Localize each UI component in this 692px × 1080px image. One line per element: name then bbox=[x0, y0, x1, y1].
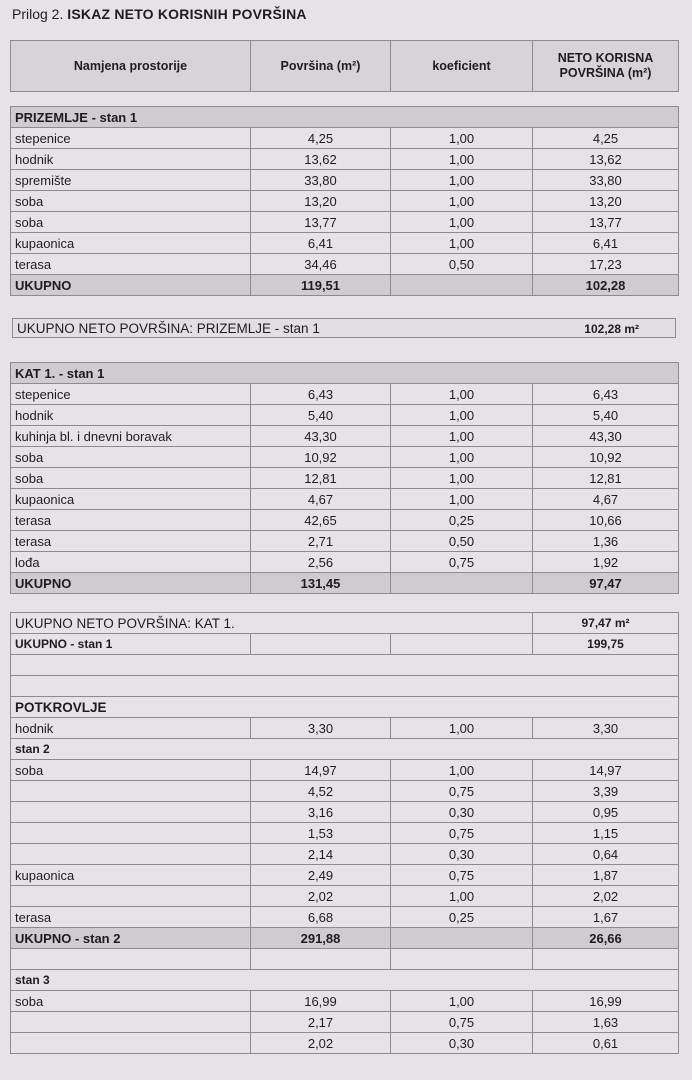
table-row bbox=[11, 781, 679, 802]
empty-cell bbox=[391, 275, 533, 296]
room-net: 1,92 bbox=[533, 552, 679, 573]
room-area: 4,25 bbox=[251, 128, 391, 149]
room-area: 2,71 bbox=[251, 531, 391, 552]
subsection-header bbox=[11, 739, 679, 760]
total-net: 26,66 bbox=[533, 928, 679, 949]
room-coef: 0,75 bbox=[391, 823, 533, 844]
room-name: terasa bbox=[11, 254, 251, 275]
header-neto: NETO KORISNA POVRŠINA (m²) bbox=[533, 41, 679, 92]
room-area: 6,68 bbox=[251, 907, 391, 928]
room-coef: 0,50 bbox=[391, 531, 533, 552]
table-row bbox=[11, 1012, 679, 1033]
header-povrsina: Površina (m²) bbox=[251, 41, 391, 92]
annex-label: Prilog 2. bbox=[12, 6, 64, 22]
room-area: 5,40 bbox=[251, 405, 391, 426]
subsection-title: stan 2 bbox=[11, 739, 679, 760]
room-net: 6,43 bbox=[533, 384, 679, 405]
table-row bbox=[11, 802, 679, 823]
table-row bbox=[11, 991, 679, 1012]
total-net: 97,47 bbox=[533, 573, 679, 594]
empty-cell bbox=[391, 928, 533, 949]
room-net: 1,87 bbox=[533, 865, 679, 886]
room-coef: 1,00 bbox=[391, 128, 533, 149]
section-title: POTKROVLJE bbox=[11, 697, 679, 718]
room-area: 12,81 bbox=[251, 468, 391, 489]
empty-cell bbox=[391, 634, 533, 655]
table-header bbox=[11, 41, 679, 92]
table-row bbox=[11, 233, 679, 254]
blank-row bbox=[11, 655, 679, 676]
room-net: 2,02 bbox=[533, 886, 679, 907]
room-net: 4,25 bbox=[533, 128, 679, 149]
room-name: terasa bbox=[11, 510, 251, 531]
stan1-total-label: UKUPNO - stan 1 bbox=[11, 634, 251, 655]
room-net: 3,39 bbox=[533, 781, 679, 802]
room-area: 33,80 bbox=[251, 170, 391, 191]
room-area: 2,14 bbox=[251, 844, 391, 865]
table-row bbox=[11, 212, 679, 233]
room-name bbox=[11, 781, 251, 802]
kat1-rows bbox=[11, 384, 679, 573]
room-net: 4,67 bbox=[533, 489, 679, 510]
table-row bbox=[11, 907, 679, 928]
room-name: kupaonica bbox=[11, 233, 251, 254]
room-net: 13,20 bbox=[533, 191, 679, 212]
table-prizemlje bbox=[10, 40, 679, 296]
total-row bbox=[11, 275, 679, 296]
room-net: 1,67 bbox=[533, 907, 679, 928]
room-net: 12,81 bbox=[533, 468, 679, 489]
total-label: UKUPNO bbox=[11, 275, 251, 296]
room-coef: 1,00 bbox=[391, 760, 533, 781]
room-net: 10,66 bbox=[533, 510, 679, 531]
room-net: 1,63 bbox=[533, 1012, 679, 1033]
table-row bbox=[11, 760, 679, 781]
room-area: 2,02 bbox=[251, 1033, 391, 1054]
empty-cell bbox=[391, 573, 533, 594]
stan1-total-value: 199,75 bbox=[533, 634, 679, 655]
total-net: 102,28 bbox=[533, 275, 679, 296]
room-coef: 0,75 bbox=[391, 865, 533, 886]
room-coef: 1,00 bbox=[391, 426, 533, 447]
room-net: 16,99 bbox=[533, 991, 679, 1012]
room-coef: 0,25 bbox=[391, 907, 533, 928]
room-coef: 0,75 bbox=[391, 781, 533, 802]
room-net: 0,61 bbox=[533, 1033, 679, 1054]
room-net: 0,95 bbox=[533, 802, 679, 823]
room-area: 2,17 bbox=[251, 1012, 391, 1033]
room-area: 43,30 bbox=[251, 426, 391, 447]
room-name: lođa bbox=[11, 552, 251, 573]
header-namjena: Namjena prostorije bbox=[11, 41, 251, 92]
room-name: soba bbox=[11, 191, 251, 212]
room-coef: 0,30 bbox=[391, 1033, 533, 1054]
table-row bbox=[11, 531, 679, 552]
section-title: KAT 1. - stan 1 bbox=[11, 363, 679, 384]
room-area: 6,43 bbox=[251, 384, 391, 405]
room-name: soba bbox=[11, 760, 251, 781]
room-area: 4,67 bbox=[251, 489, 391, 510]
room-name bbox=[11, 1033, 251, 1054]
room-name: kupaonica bbox=[11, 489, 251, 510]
room-name: stepenice bbox=[11, 128, 251, 149]
summary-label: UKUPNO NETO POVRŠINA: PRIZEMLJE - stan 1 bbox=[17, 321, 320, 336]
room-name: terasa bbox=[11, 907, 251, 928]
room-net: 33,80 bbox=[533, 170, 679, 191]
section-header bbox=[11, 697, 679, 718]
section-header bbox=[11, 107, 679, 128]
table-row bbox=[11, 447, 679, 468]
room-coef: 0,30 bbox=[391, 844, 533, 865]
room-name: soba bbox=[11, 447, 251, 468]
room-net: 13,77 bbox=[533, 212, 679, 233]
room-area: 16,99 bbox=[251, 991, 391, 1012]
room-coef: 0,75 bbox=[391, 1012, 533, 1033]
room-area: 4,52 bbox=[251, 781, 391, 802]
room-area: 13,77 bbox=[251, 212, 391, 233]
summary-band-prizemlje bbox=[12, 318, 676, 338]
room-net: 3,30 bbox=[533, 718, 679, 739]
summary-value: 97,47 m² bbox=[533, 613, 679, 634]
table-kat1 bbox=[10, 362, 679, 594]
room-name: hodnik bbox=[11, 405, 251, 426]
subsection-header bbox=[11, 970, 679, 991]
room-name bbox=[11, 844, 251, 865]
room-name: hodnik bbox=[11, 149, 251, 170]
room-net: 1,36 bbox=[533, 531, 679, 552]
subsection-title: stan 3 bbox=[11, 970, 679, 991]
table-row bbox=[11, 718, 679, 739]
room-name: soba bbox=[11, 468, 251, 489]
room-coef: 1,00 bbox=[391, 384, 533, 405]
room-name bbox=[11, 802, 251, 823]
room-area: 3,30 bbox=[251, 718, 391, 739]
room-coef: 1,00 bbox=[391, 991, 533, 1012]
document-title bbox=[12, 6, 307, 22]
spacer-row bbox=[11, 92, 679, 107]
table-row bbox=[11, 865, 679, 886]
room-name bbox=[11, 1012, 251, 1033]
total-label: UKUPNO - stan 2 bbox=[11, 928, 251, 949]
room-coef: 1,00 bbox=[391, 489, 533, 510]
room-coef: 1,00 bbox=[391, 191, 533, 212]
room-net: 43,30 bbox=[533, 426, 679, 447]
room-area: 6,41 bbox=[251, 233, 391, 254]
room-area: 42,65 bbox=[251, 510, 391, 531]
room-name: kupaonica bbox=[11, 865, 251, 886]
stan1-total-row bbox=[11, 634, 679, 655]
summary-value: 102,28 m² bbox=[584, 322, 639, 336]
room-net: 1,15 bbox=[533, 823, 679, 844]
total-row bbox=[11, 573, 679, 594]
table-row bbox=[11, 1033, 679, 1054]
blank-row bbox=[11, 676, 679, 697]
total-label: UKUPNO bbox=[11, 573, 251, 594]
room-name bbox=[11, 823, 251, 844]
room-coef: 1,00 bbox=[391, 447, 533, 468]
summary-row-kat1 bbox=[11, 613, 679, 634]
room-coef: 1,00 bbox=[391, 233, 533, 254]
table-row bbox=[11, 489, 679, 510]
room-area: 3,16 bbox=[251, 802, 391, 823]
table-potkrovlje bbox=[10, 612, 679, 1054]
empty-cell bbox=[251, 634, 391, 655]
room-coef: 1,00 bbox=[391, 149, 533, 170]
room-coef: 0,25 bbox=[391, 510, 533, 531]
room-coef: 1,00 bbox=[391, 212, 533, 233]
room-area: 2,56 bbox=[251, 552, 391, 573]
total-area: 131,45 bbox=[251, 573, 391, 594]
table-row bbox=[11, 844, 679, 865]
table-row bbox=[11, 128, 679, 149]
table-row bbox=[11, 170, 679, 191]
room-net: 14,97 bbox=[533, 760, 679, 781]
room-coef: 1,00 bbox=[391, 405, 533, 426]
table-row bbox=[11, 191, 679, 212]
table-row bbox=[11, 510, 679, 531]
room-area: 10,92 bbox=[251, 447, 391, 468]
room-coef: 1,00 bbox=[391, 170, 533, 191]
room-net: 6,41 bbox=[533, 233, 679, 254]
total-area: 291,88 bbox=[251, 928, 391, 949]
table-row bbox=[11, 468, 679, 489]
section-header bbox=[11, 363, 679, 384]
annex-title: ISKAZ NETO KORISNIH POVRŠINA bbox=[67, 6, 307, 22]
room-coef: 0,50 bbox=[391, 254, 533, 275]
room-name: stepenice bbox=[11, 384, 251, 405]
room-name: hodnik bbox=[11, 718, 251, 739]
total-area: 119,51 bbox=[251, 275, 391, 296]
room-coef: 1,00 bbox=[391, 718, 533, 739]
table-row bbox=[11, 149, 679, 170]
total-row bbox=[11, 928, 679, 949]
room-area: 13,20 bbox=[251, 191, 391, 212]
room-area: 1,53 bbox=[251, 823, 391, 844]
room-area: 2,49 bbox=[251, 865, 391, 886]
room-area: 34,46 bbox=[251, 254, 391, 275]
room-area: 14,97 bbox=[251, 760, 391, 781]
blank-row bbox=[11, 949, 679, 970]
room-name bbox=[11, 886, 251, 907]
room-net: 10,92 bbox=[533, 447, 679, 468]
room-net: 13,62 bbox=[533, 149, 679, 170]
room-net: 0,64 bbox=[533, 844, 679, 865]
prizemlje-rows bbox=[11, 128, 679, 275]
room-name: spremište bbox=[11, 170, 251, 191]
room-coef: 0,30 bbox=[391, 802, 533, 823]
table-row bbox=[11, 384, 679, 405]
stan3-rows bbox=[11, 991, 679, 1054]
table-row bbox=[11, 552, 679, 573]
table-row bbox=[11, 426, 679, 447]
room-coef: 0,75 bbox=[391, 552, 533, 573]
room-name: soba bbox=[11, 212, 251, 233]
room-name: terasa bbox=[11, 531, 251, 552]
table-row bbox=[11, 254, 679, 275]
table-row bbox=[11, 405, 679, 426]
section-title: PRIZEMLJE - stan 1 bbox=[11, 107, 679, 128]
room-area: 13,62 bbox=[251, 149, 391, 170]
room-net: 5,40 bbox=[533, 405, 679, 426]
room-net: 17,23 bbox=[533, 254, 679, 275]
table-row bbox=[11, 823, 679, 844]
summary-label: UKUPNO NETO POVRŠINA: KAT 1. bbox=[11, 613, 533, 634]
header-koeficient: koeficient bbox=[391, 41, 533, 92]
room-area: 2,02 bbox=[251, 886, 391, 907]
table-row bbox=[11, 886, 679, 907]
stan2-rows bbox=[11, 760, 679, 928]
room-coef: 1,00 bbox=[391, 468, 533, 489]
room-name: kuhinja bl. i dnevni boravak bbox=[11, 426, 251, 447]
room-name: soba bbox=[11, 991, 251, 1012]
room-coef: 1,00 bbox=[391, 886, 533, 907]
